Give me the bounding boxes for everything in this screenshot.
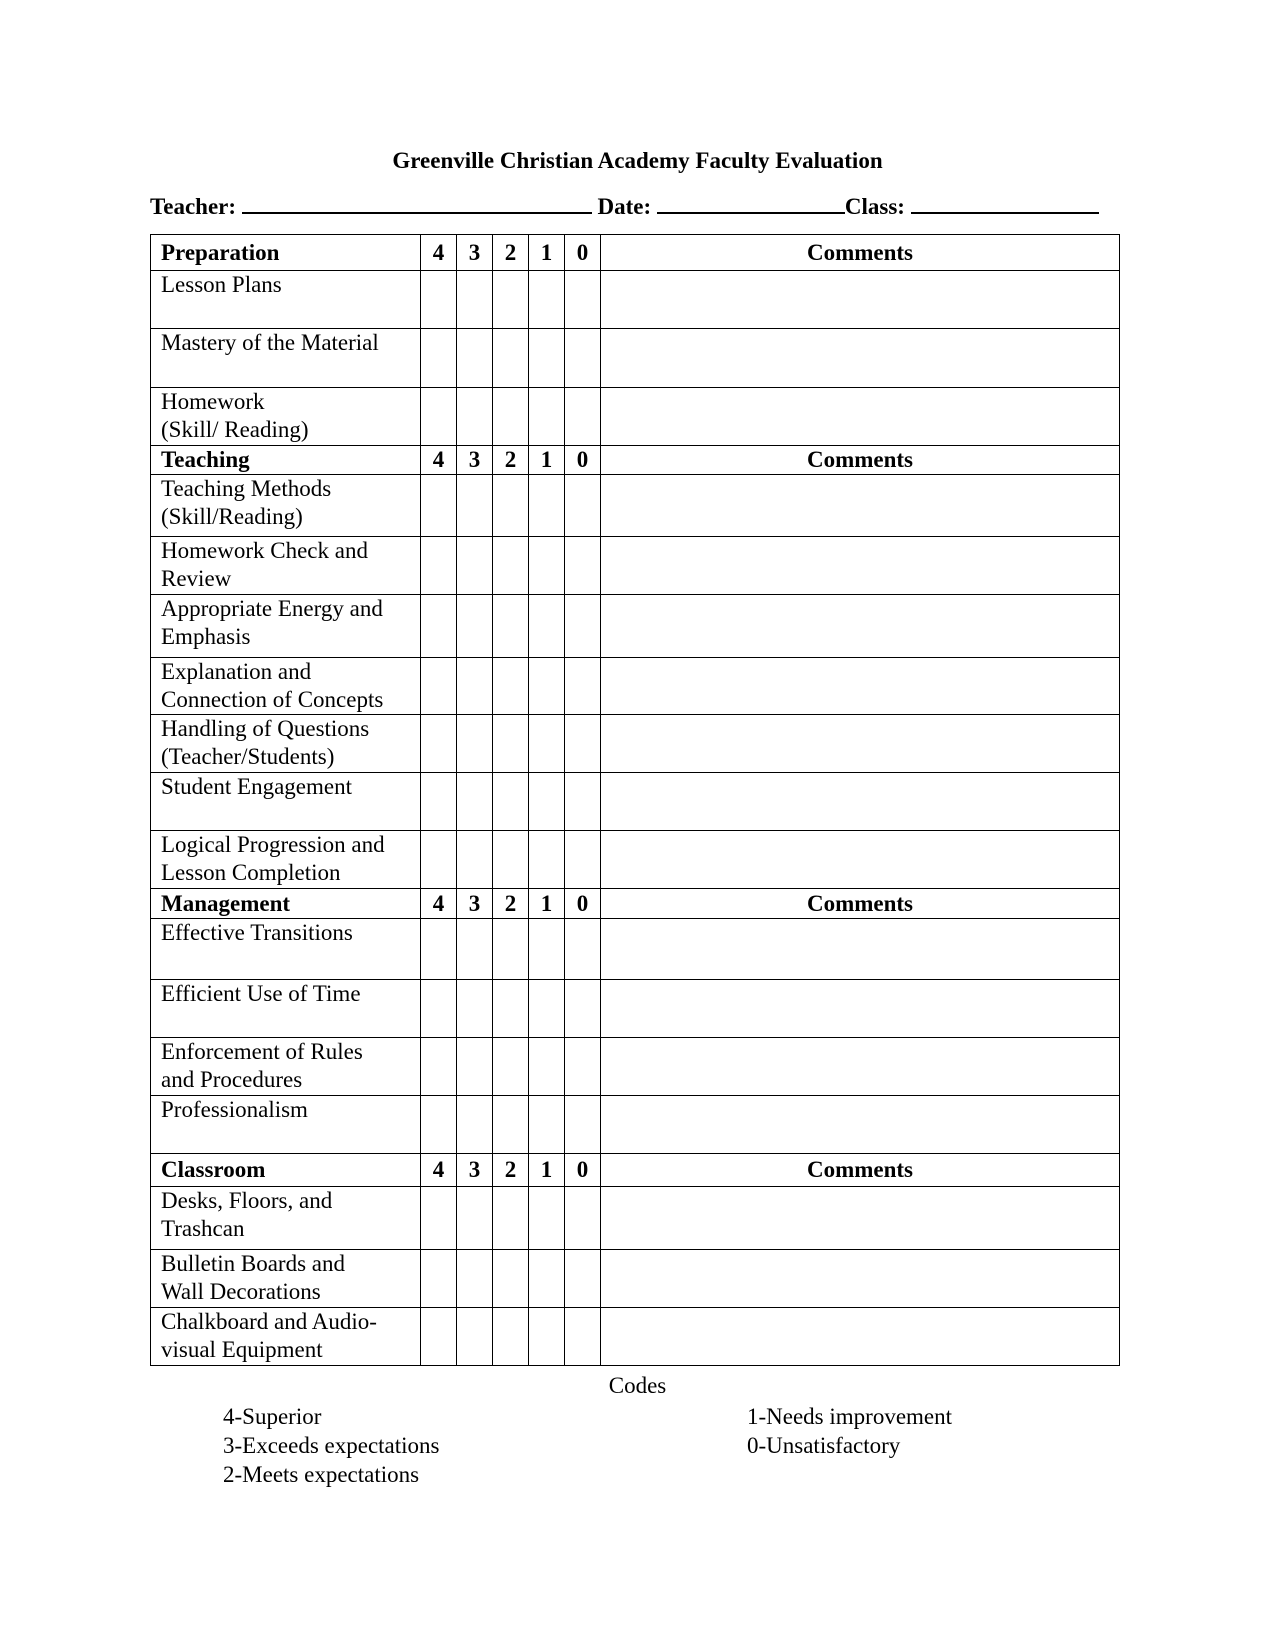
score-cell[interactable] xyxy=(529,329,565,388)
criterion-label-line: Homework Check and xyxy=(161,538,368,563)
comments-header: Comments xyxy=(601,446,1120,475)
score-header: 1 xyxy=(529,446,565,475)
codes-list-right xyxy=(747,1402,952,1460)
comments-cell[interactable] xyxy=(601,1308,1120,1366)
score-header: 3 xyxy=(457,1154,493,1187)
score-cell[interactable] xyxy=(565,831,601,889)
comments-cell[interactable] xyxy=(601,537,1120,595)
score-header: 0 xyxy=(565,446,601,475)
score-cell[interactable] xyxy=(493,537,529,595)
score-cell[interactable] xyxy=(565,329,601,388)
criterion-label-line: Lesson Plans xyxy=(161,272,282,297)
score-cell[interactable] xyxy=(421,475,457,537)
score-cell[interactable] xyxy=(457,1096,493,1154)
section-header-row xyxy=(151,235,1120,271)
criterion-label-line: Mastery of the Material xyxy=(161,330,379,355)
comments-cell[interactable] xyxy=(601,271,1120,329)
criterion-label-line: (Skill/Reading) xyxy=(161,504,303,529)
comments-cell[interactable] xyxy=(601,1250,1120,1308)
score-cell[interactable] xyxy=(529,1308,565,1366)
score-cell[interactable] xyxy=(457,537,493,595)
class-field[interactable] xyxy=(911,190,1099,214)
score-cell[interactable] xyxy=(565,537,601,595)
score-header: 4 xyxy=(421,1154,457,1187)
comments-cell[interactable] xyxy=(601,831,1120,889)
score-cell[interactable] xyxy=(493,1250,529,1308)
criterion-row xyxy=(151,271,1120,329)
comments-cell[interactable] xyxy=(601,475,1120,537)
score-cell[interactable] xyxy=(529,595,565,658)
score-cell[interactable] xyxy=(457,715,493,773)
criterion-row xyxy=(151,1096,1120,1154)
comments-cell[interactable] xyxy=(601,919,1120,980)
score-cell[interactable] xyxy=(529,919,565,980)
criterion-label xyxy=(151,388,421,446)
score-cell[interactable] xyxy=(529,388,565,446)
score-header: 1 xyxy=(529,889,565,919)
score-cell[interactable] xyxy=(421,1187,457,1250)
score-cell[interactable] xyxy=(493,773,529,831)
criterion-label-line: Wall Decorations xyxy=(161,1279,321,1304)
score-cell[interactable] xyxy=(565,980,601,1038)
comments-cell[interactable] xyxy=(601,658,1120,715)
criterion-label-line: Teaching Methods xyxy=(161,476,332,501)
score-cell[interactable] xyxy=(421,1096,457,1154)
criterion-row xyxy=(151,1187,1120,1250)
codes-title: Codes xyxy=(608,1373,667,1398)
score-cell[interactable] xyxy=(421,1038,457,1096)
score-cell[interactable] xyxy=(493,595,529,658)
score-header: 4 xyxy=(421,889,457,919)
score-header: 1 xyxy=(529,235,565,271)
score-header: 2 xyxy=(493,1154,529,1187)
criterion-label xyxy=(151,537,421,595)
criterion-label xyxy=(151,831,421,889)
comments-cell[interactable] xyxy=(601,715,1120,773)
score-cell[interactable] xyxy=(565,1187,601,1250)
criterion-label xyxy=(151,1308,421,1366)
section-header-row xyxy=(151,1154,1120,1187)
criterion-label-line: Review xyxy=(161,566,232,591)
score-cell[interactable] xyxy=(457,831,493,889)
score-header: 1 xyxy=(529,1154,565,1187)
comments-cell[interactable] xyxy=(601,773,1120,831)
score-header: 3 xyxy=(457,235,493,271)
criterion-label xyxy=(151,773,421,831)
score-cell[interactable] xyxy=(529,831,565,889)
criterion-label-line: Desks, Floors, and xyxy=(161,1188,333,1213)
score-cell[interactable] xyxy=(457,980,493,1038)
comments-cell[interactable] xyxy=(601,595,1120,658)
score-cell[interactable] xyxy=(421,658,457,715)
code-item: 4-Superior xyxy=(223,1404,322,1429)
comments-cell[interactable] xyxy=(601,329,1120,388)
score-header: 4 xyxy=(421,446,457,475)
score-cell[interactable] xyxy=(529,271,565,329)
criterion-label-line: Explanation and xyxy=(161,659,312,684)
code-item: 3-Exceeds expectations xyxy=(223,1433,440,1458)
score-cell[interactable] xyxy=(421,919,457,980)
criterion-label xyxy=(151,980,421,1038)
score-cell[interactable] xyxy=(529,773,565,831)
score-cell[interactable] xyxy=(457,773,493,831)
section-title: Teaching xyxy=(151,446,421,475)
score-cell[interactable] xyxy=(529,1096,565,1154)
score-header: 2 xyxy=(493,446,529,475)
score-cell[interactable] xyxy=(457,919,493,980)
score-cell[interactable] xyxy=(493,658,529,715)
score-cell[interactable] xyxy=(529,658,565,715)
score-cell[interactable] xyxy=(421,715,457,773)
criterion-label-line: Emphasis xyxy=(161,624,251,649)
score-cell[interactable] xyxy=(529,1187,565,1250)
class-label: Class: xyxy=(844,194,905,219)
score-cell[interactable] xyxy=(493,831,529,889)
score-cell[interactable] xyxy=(565,1308,601,1366)
date-field[interactable] xyxy=(657,190,845,214)
criterion-row xyxy=(151,919,1120,980)
score-cell[interactable] xyxy=(457,329,493,388)
criterion-label-line: Handling of Questions xyxy=(161,716,370,741)
criterion-label xyxy=(151,715,421,773)
criterion-row xyxy=(151,1308,1120,1366)
score-cell[interactable] xyxy=(493,1187,529,1250)
score-cell[interactable] xyxy=(529,1038,565,1096)
score-cell[interactable] xyxy=(493,1308,529,1366)
score-cell[interactable] xyxy=(565,388,601,446)
criterion-label-line: Chalkboard and Audio- xyxy=(161,1309,377,1334)
criterion-label xyxy=(151,1096,421,1154)
section-header-row xyxy=(151,889,1120,919)
criterion-label-line: Effective Transitions xyxy=(161,920,353,945)
score-cell[interactable] xyxy=(529,537,565,595)
criterion-row xyxy=(151,1038,1120,1096)
score-header: 3 xyxy=(457,889,493,919)
score-cell[interactable] xyxy=(529,980,565,1038)
criterion-label-line: Appropriate Energy and xyxy=(161,596,383,621)
criterion-label-line: Connection of Concepts xyxy=(161,687,384,712)
page-title: Greenville Christian Academy Faculty Evaluation xyxy=(392,148,883,173)
comments-cell[interactable] xyxy=(601,1038,1120,1096)
score-cell[interactable] xyxy=(457,1038,493,1096)
criterion-row xyxy=(151,980,1120,1038)
score-cell[interactable] xyxy=(457,1250,493,1308)
score-cell[interactable] xyxy=(457,271,493,329)
score-cell[interactable] xyxy=(565,919,601,980)
score-cell[interactable] xyxy=(421,1308,457,1366)
criterion-label-line: Lesson Completion xyxy=(161,860,341,885)
criterion-label xyxy=(151,595,421,658)
score-cell[interactable] xyxy=(565,1038,601,1096)
score-cell[interactable] xyxy=(493,919,529,980)
section-title: Classroom xyxy=(151,1154,421,1187)
date-label: Date: xyxy=(597,194,652,219)
criterion-row xyxy=(151,388,1120,446)
score-cell[interactable] xyxy=(565,1250,601,1308)
evaluation-header xyxy=(150,190,1118,220)
criterion-row xyxy=(151,658,1120,715)
score-cell[interactable] xyxy=(421,831,457,889)
score-cell[interactable] xyxy=(529,1250,565,1308)
score-cell[interactable] xyxy=(529,475,565,537)
criterion-label-line: Trashcan xyxy=(161,1216,245,1241)
comments-header: Comments xyxy=(601,889,1120,919)
criterion-label xyxy=(151,1187,421,1250)
score-cell[interactable] xyxy=(493,388,529,446)
section-title: Preparation xyxy=(151,235,421,271)
score-cell[interactable] xyxy=(565,658,601,715)
score-cell[interactable] xyxy=(457,475,493,537)
score-cell[interactable] xyxy=(565,773,601,831)
score-cell[interactable] xyxy=(457,388,493,446)
criterion-row xyxy=(151,475,1120,537)
score-cell[interactable] xyxy=(457,1308,493,1366)
score-cell[interactable] xyxy=(493,1038,529,1096)
score-cell[interactable] xyxy=(565,475,601,537)
criterion-row xyxy=(151,329,1120,388)
score-cell[interactable] xyxy=(421,1250,457,1308)
criterion-label-line: Professionalism xyxy=(161,1097,308,1122)
score-cell[interactable] xyxy=(421,329,457,388)
comments-cell[interactable] xyxy=(601,388,1120,446)
criterion-label xyxy=(151,658,421,715)
criterion-row xyxy=(151,715,1120,773)
score-cell[interactable] xyxy=(493,715,529,773)
criterion-label-line: Bulletin Boards and xyxy=(161,1251,345,1276)
score-cell[interactable] xyxy=(565,1096,601,1154)
score-cell[interactable] xyxy=(421,271,457,329)
score-cell[interactable] xyxy=(565,595,601,658)
code-item: 0-Unsatisfactory xyxy=(747,1433,901,1458)
score-cell[interactable] xyxy=(493,1096,529,1154)
score-cell[interactable] xyxy=(421,388,457,446)
codes-list-left xyxy=(223,1402,440,1489)
criterion-label-line: Efficient Use of Time xyxy=(161,981,361,1006)
score-cell[interactable] xyxy=(421,537,457,595)
score-header: 0 xyxy=(565,235,601,271)
score-cell[interactable] xyxy=(493,475,529,537)
criterion-label-line: (Teacher/Students) xyxy=(161,744,335,769)
code-item: 2-Meets expectations xyxy=(223,1462,420,1487)
criterion-label xyxy=(151,329,421,388)
score-cell[interactable] xyxy=(421,595,457,658)
section-header-row xyxy=(151,446,1120,475)
score-cell[interactable] xyxy=(565,271,601,329)
criterion-label-line: Logical Progression and xyxy=(161,832,385,857)
score-header: 0 xyxy=(565,1154,601,1187)
score-cell[interactable] xyxy=(457,595,493,658)
criterion-label xyxy=(151,475,421,537)
comments-header: Comments xyxy=(601,1154,1120,1187)
evaluation-table xyxy=(150,234,1120,1366)
criterion-row xyxy=(151,595,1120,658)
criterion-label-line: and Procedures xyxy=(161,1067,303,1092)
criterion-label-line: Homework xyxy=(161,389,265,414)
criterion-label xyxy=(151,919,421,980)
comments-cell[interactable] xyxy=(601,1187,1120,1250)
score-cell[interactable] xyxy=(493,329,529,388)
score-cell[interactable] xyxy=(421,773,457,831)
criterion-label-line: Student Engagement xyxy=(161,774,352,799)
teacher-field[interactable] xyxy=(242,190,592,214)
score-cell[interactable] xyxy=(457,658,493,715)
criterion-row xyxy=(151,773,1120,831)
criterion-row xyxy=(151,831,1120,889)
criterion-label-line: Enforcement of Rules xyxy=(161,1039,363,1064)
criterion-row xyxy=(151,1250,1120,1308)
criterion-label xyxy=(151,271,421,329)
criterion-label xyxy=(151,1038,421,1096)
score-header: 3 xyxy=(457,446,493,475)
criterion-row xyxy=(151,537,1120,595)
score-header: 2 xyxy=(493,235,529,271)
score-header: 0 xyxy=(565,889,601,919)
score-cell[interactable] xyxy=(493,271,529,329)
code-item: 1-Needs improvement xyxy=(747,1404,953,1429)
score-cell[interactable] xyxy=(529,715,565,773)
score-cell[interactable] xyxy=(457,1187,493,1250)
score-header: 4 xyxy=(421,235,457,271)
score-cell[interactable] xyxy=(421,980,457,1038)
comments-cell[interactable] xyxy=(601,1096,1120,1154)
criterion-label-line: visual Equipment xyxy=(161,1337,323,1362)
score-header: 2 xyxy=(493,889,529,919)
criterion-label xyxy=(151,1250,421,1308)
comments-cell[interactable] xyxy=(601,980,1120,1038)
section-title: Management xyxy=(151,889,421,919)
score-cell[interactable] xyxy=(493,980,529,1038)
comments-header: Comments xyxy=(601,235,1120,271)
teacher-label: Teacher: xyxy=(150,194,237,219)
score-cell[interactable] xyxy=(565,715,601,773)
criterion-label-line: (Skill/ Reading) xyxy=(161,417,309,442)
